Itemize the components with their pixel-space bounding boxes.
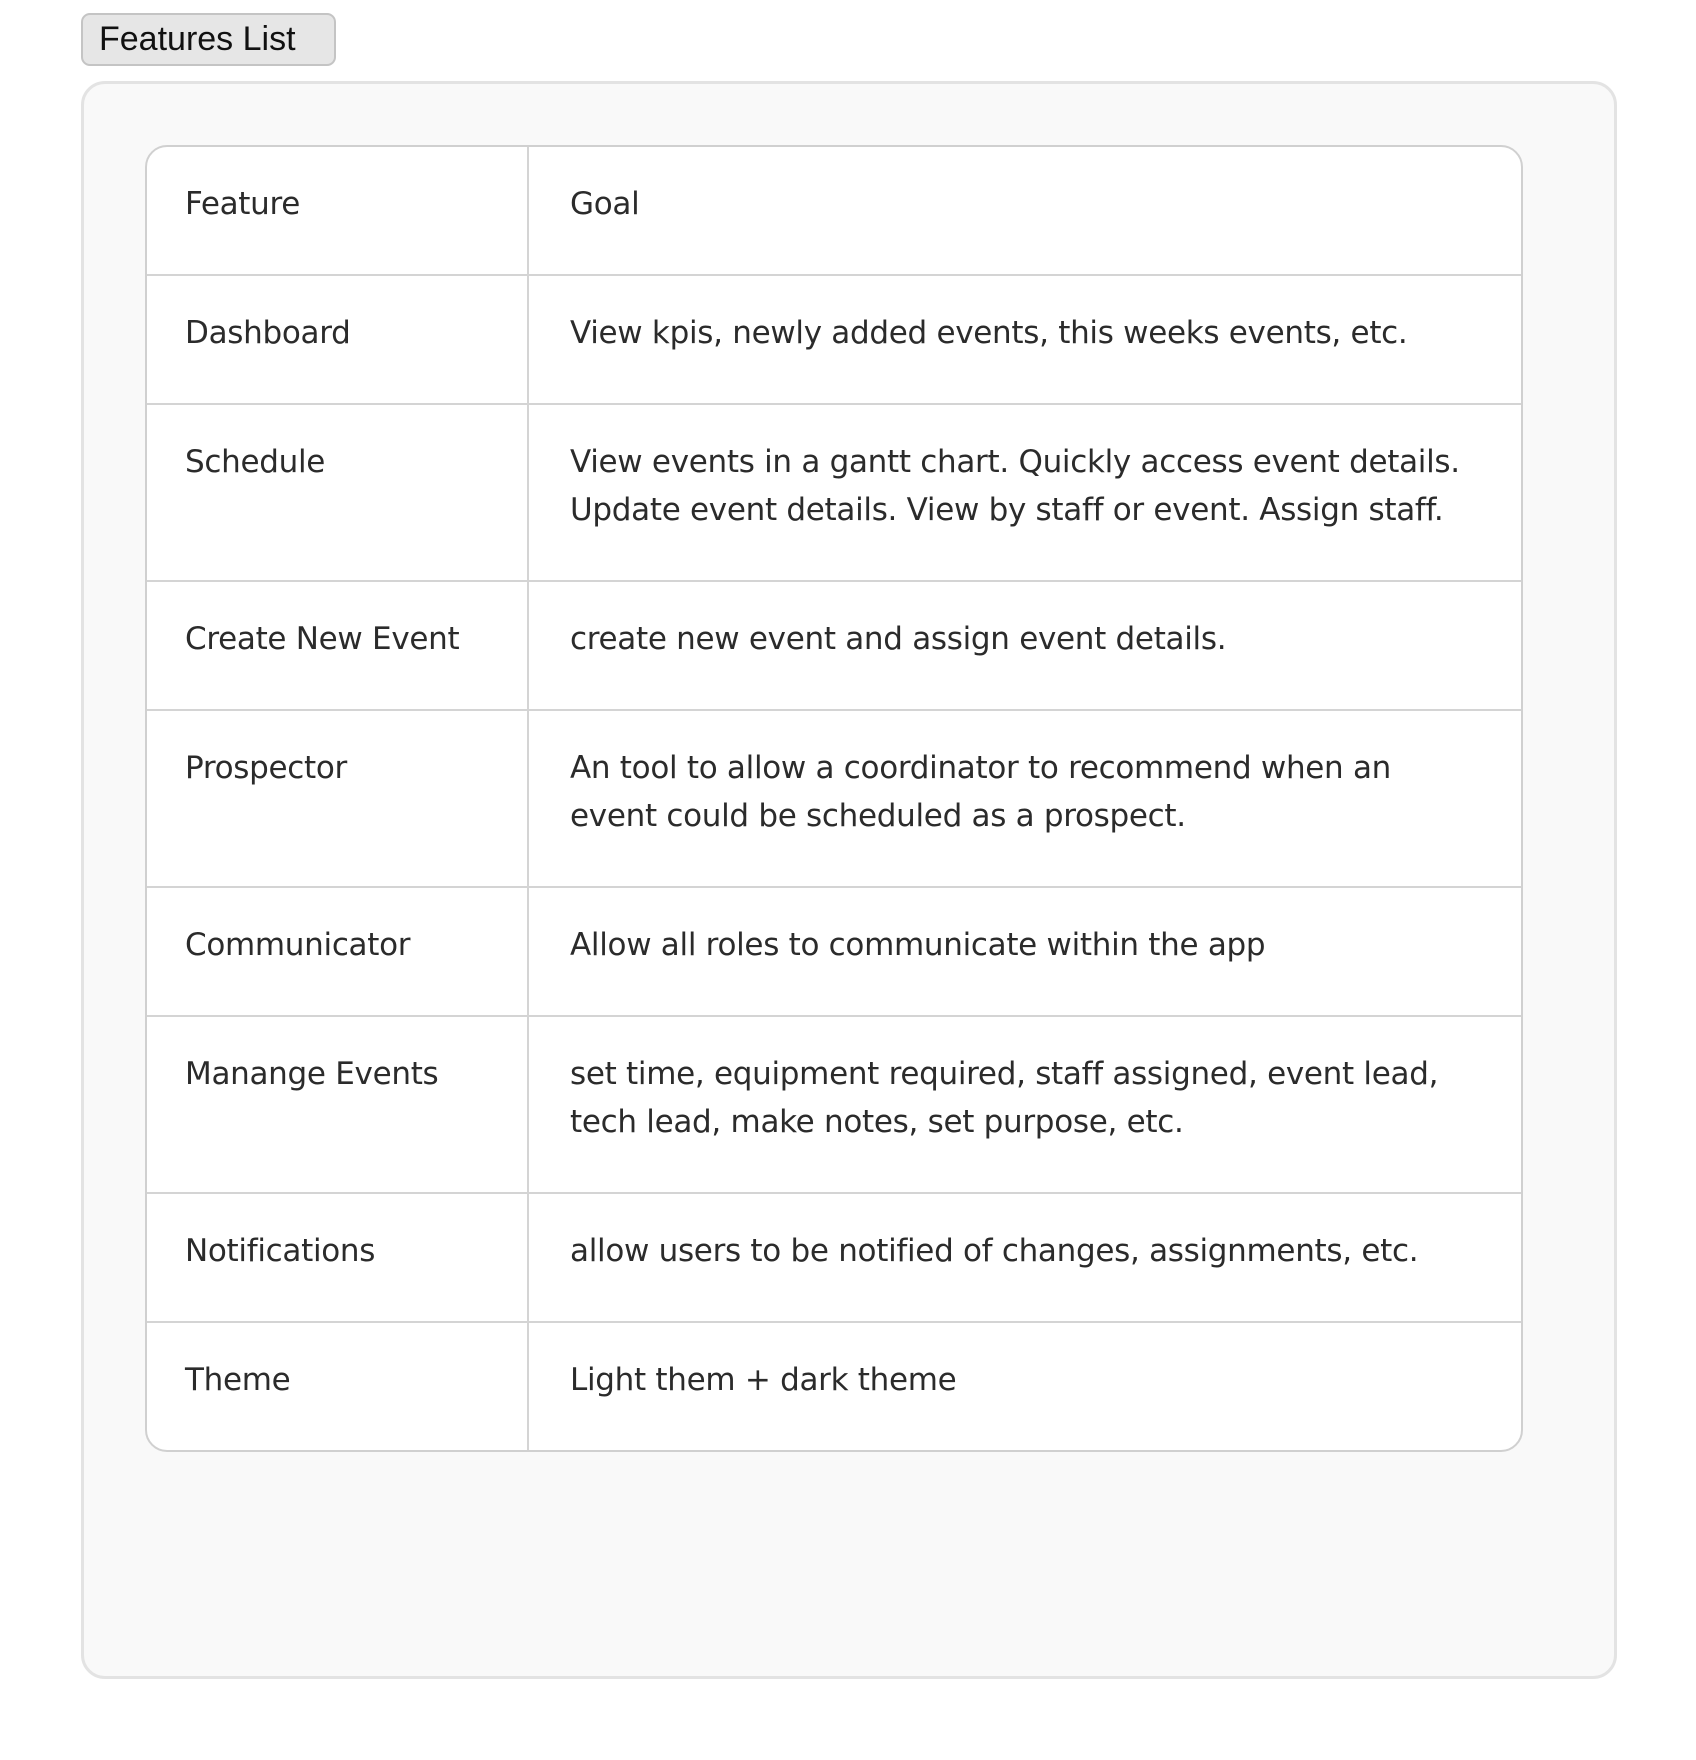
feature-goal: View events in a gantt chart. Quickly access event details. Update event details. View by staff or event. Assign staff. [570,444,1460,528]
goal-cell [529,405,1521,580]
feature-goal: allow users to be notified of changes, assignments, etc. [570,1233,1419,1269]
column-header-goal: Goal [570,186,640,222]
column-header-feature: Feature [185,186,301,222]
feature-cell [147,1017,529,1192]
feature-name: Create New Event [185,621,460,657]
feature-goal: Light them + dark theme [570,1362,957,1398]
table-row [147,1323,1521,1450]
goal-cell [529,582,1521,709]
feature-name: Prospector [185,750,347,786]
goal-cell [529,1194,1521,1321]
goal-cell [529,888,1521,1015]
table-row [147,405,1521,582]
table-row [147,276,1521,405]
table-row [147,582,1521,711]
feature-goal: create new event and assign event details. [570,621,1227,657]
feature-cell [147,1323,529,1450]
feature-name: Schedule [185,444,326,480]
feature-goal: View kpis, newly added events, this weeks events, etc. [570,315,1408,351]
feature-name: Theme [185,1362,291,1398]
feature-cell [147,405,529,580]
feature-name: Dashboard [185,315,351,351]
header-cell-goal [529,147,1521,274]
goal-cell [529,1017,1521,1192]
feature-name: Notifications [185,1233,376,1269]
header-cell-feature [147,147,529,274]
table-header-row [147,147,1521,276]
goal-cell [529,1323,1521,1450]
table-row [147,888,1521,1017]
table-row [147,1017,1521,1194]
feature-goal: Allow all roles to communicate within the app [570,927,1266,963]
feature-cell [147,1194,529,1321]
goal-cell [529,276,1521,403]
features-table [145,145,1523,1452]
features-list-tab[interactable]: Features List [81,13,336,66]
feature-goal: An tool to allow a coordinator to recommend when an event could be scheduled as a prospect. [570,750,1392,834]
table-row [147,711,1521,888]
feature-name: Communicator [185,927,411,963]
feature-name: Manange Events [185,1056,439,1092]
goal-cell [529,711,1521,886]
feature-cell [147,582,529,709]
feature-goal: set time, equipment required, staff assigned, event lead, tech lead, make notes, set purpose, etc. [570,1056,1439,1140]
feature-cell [147,276,529,403]
table-row [147,1194,1521,1323]
feature-cell [147,888,529,1015]
feature-cell [147,711,529,886]
